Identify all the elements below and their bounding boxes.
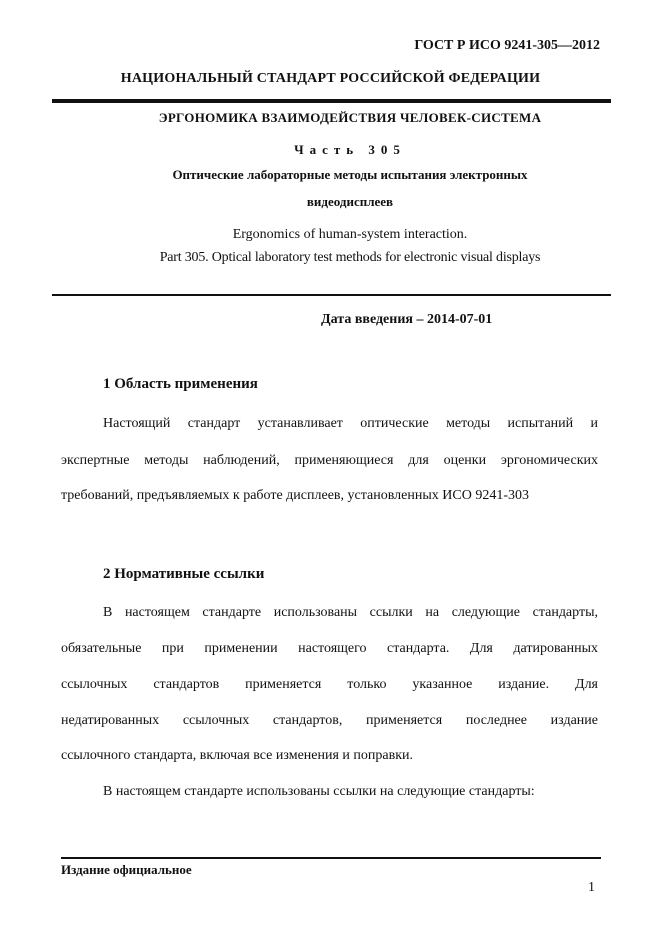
section-2-line: недатированных ссылочных стандартов, применяется последнее издание (61, 713, 598, 728)
part-number: Часть 305 (294, 142, 406, 157)
english-title-line-1: Ergonomics of human-system interaction. (232, 227, 468, 242)
national-standard-heading: НАЦИОНАЛЬНЫЙ СТАНДАРТ РОССИЙСКОЙ ФЕДЕРАЦИИ (120, 71, 541, 86)
section-1-line: требований, предъявляемых к работе дисплеев, установленных ИСО 9241-303 (61, 488, 529, 503)
section-2-line: ссылочных стандартов применяется только указанное издание. Для (61, 677, 598, 692)
document-code: ГОСТ Р ИСО 9241-305—2012 (414, 38, 600, 53)
english-title-line-2: Part 305. Optical laboratory test methods for electronic visual displays (159, 250, 541, 265)
section-1-line: экспертные методы наблюдений, применяющиеся для оценки эргономических (61, 453, 598, 468)
document-title: ЭРГОНОМИКА ВЗАИМОДЕЙСТВИЯ ЧЕЛОВЕК-СИСТЕМА (158, 110, 542, 125)
footer-divider (61, 857, 601, 859)
section-1-heading: 1 Область применения (103, 376, 258, 392)
header-divider (52, 99, 611, 103)
section-1-line: Настоящий стандарт устанавливает оптические методы испытаний и (103, 416, 598, 431)
introduction-date: Дата введения – 2014-07-01 (321, 312, 493, 327)
page-number: 1 (588, 880, 595, 895)
section-2-line: В настоящем стандарте использованы ссылки на следующие стандарты, (103, 605, 598, 620)
section-2-line: обязательные при применении настоящего стандарта. Для датированных (61, 641, 598, 656)
subtitle-line-2: видеодисплеев (306, 194, 394, 209)
section-2-paragraph-2: В настоящем стандарте использованы ссылки на следующие стандарты: (103, 784, 535, 799)
edition-label: Издание официальное (61, 862, 192, 877)
title-divider (52, 294, 611, 296)
section-2-line: ссылочного стандарта, включая все изменения и поправки. (61, 748, 414, 763)
subtitle-line-1: Оптические лабораторные методы испытания электронных (172, 167, 528, 182)
section-2-heading: 2 Нормативные ссылки (103, 566, 265, 582)
